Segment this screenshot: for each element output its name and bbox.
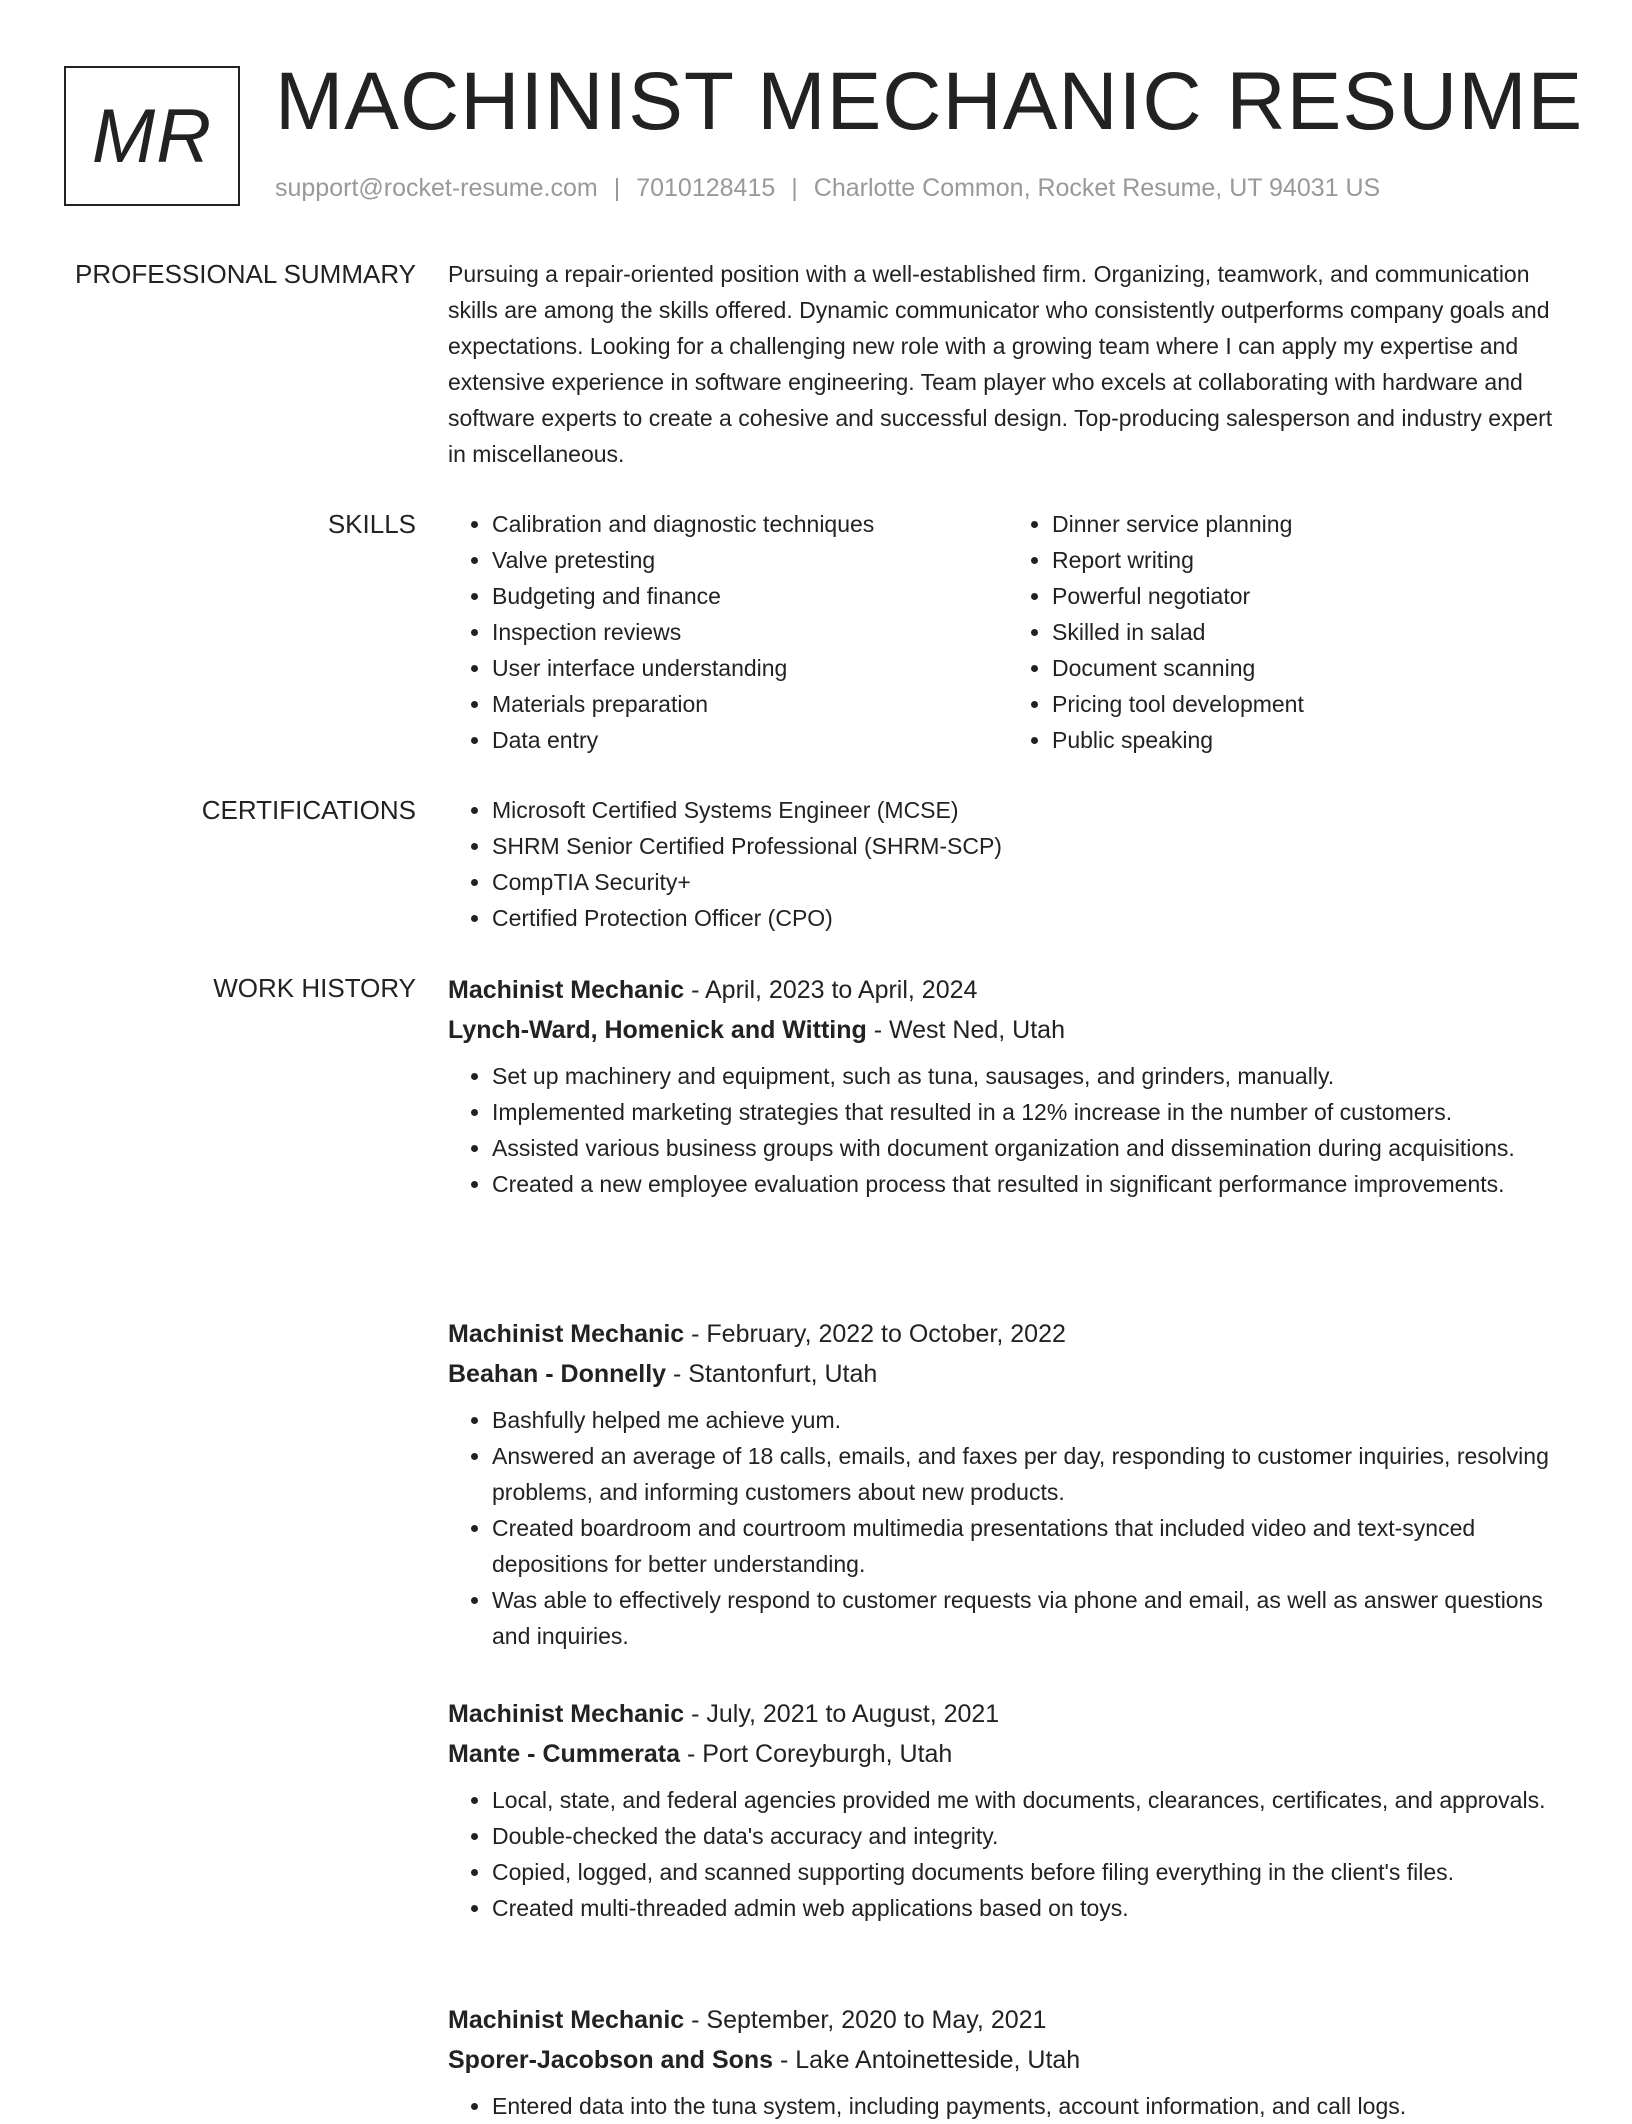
job-company: Beahan - Donnelly	[448, 1360, 667, 1388]
certification-item: • Certified Protection Officer (CPO)	[492, 900, 1568, 936]
certifications-list	[448, 792, 1568, 936]
job-bullets	[448, 1058, 1568, 1202]
job-company-line	[448, 1734, 1568, 1774]
skill-item: • Dinner service planning	[1052, 506, 1568, 542]
skill-item: • User interface understanding	[492, 650, 1008, 686]
job-dates: - September, 2020 to May, 2021	[684, 2006, 1047, 2034]
skills-columns	[448, 506, 1568, 758]
work-history-label: WORK HISTORY	[213, 973, 416, 1003]
certifications-content	[448, 792, 1568, 936]
job-bullet: • Double-checked the data's accuracy and integrity.	[492, 1818, 1568, 1854]
job-bullet: • Answered an average of 18 calls, emails, and faxes per day, responding to customer inquiries, resolving problems, and informing customers about new products.	[492, 1438, 1568, 1510]
job-bullet: • Created multi-threaded admin web applications based on toys.	[492, 1890, 1568, 1926]
skills-list-right	[1008, 506, 1568, 758]
certification-item: • CompTIA Security+	[492, 864, 1568, 900]
job-title: Machinist Mechanic	[448, 1320, 685, 1348]
certification-item: • SHRM Senior Certified Professional (SHRM-SCP)	[492, 828, 1568, 864]
job-dates: - July, 2021 to August, 2021	[684, 1700, 1000, 1728]
job-location: - West Ned, Utah	[866, 1016, 1065, 1044]
job-company-line	[448, 1010, 1568, 1050]
skill-item: • Public speaking	[1052, 722, 1568, 758]
skill-item: • Valve pretesting	[492, 542, 1008, 578]
page-title: MACHINIST MECHANIC RESUME	[275, 56, 1584, 147]
job-title-line	[448, 1314, 1568, 1354]
skill-item: • Data entry	[492, 722, 1008, 758]
job-entry	[448, 970, 1568, 1202]
job-bullets	[448, 1782, 1568, 1926]
job-title-line	[448, 1694, 1568, 1734]
job-bullet: • Local, state, and federal agencies provided me with documents, clearances, certificates, and approvals.	[492, 1782, 1568, 1818]
contact-email[interactable]: support@rocket-resume.com	[275, 174, 598, 202]
contact-address: Charlotte Common, Rocket Resume, UT 94031 US	[813, 174, 1381, 202]
job-bullets	[448, 2088, 1568, 2124]
job-title: Machinist Mechanic	[448, 976, 685, 1004]
skill-item: • Calibration and diagnostic techniques	[492, 506, 1008, 542]
contact-separator: |	[613, 174, 621, 202]
skill-item: • Document scanning	[1052, 650, 1568, 686]
job-dates: - February, 2022 to October, 2022	[684, 1320, 1066, 1348]
certifications-label: CERTIFICATIONS	[201, 795, 416, 825]
contact-phone[interactable]: 7010128415	[636, 174, 776, 202]
job-bullet: • Created a new employee evaluation process that resulted in significant performance improvements.	[492, 1166, 1568, 1202]
job-location: - Stantonfurt, Utah	[666, 1360, 878, 1388]
job-bullet: • Entered data into the tuna system, including payments, account information, and call logs.	[492, 2088, 1568, 2124]
summary-label: PROFESSIONAL SUMMARY	[75, 259, 416, 289]
job-entry	[448, 1314, 1568, 1654]
skill-item: • Skilled in salad	[1052, 614, 1568, 650]
certification-item: • Microsoft Certified Systems Engineer (MCSE)	[492, 792, 1568, 828]
job-bullet: • Implemented marketing strategies that resulted in a 12% increase in the number of customers.	[492, 1094, 1568, 1130]
job-bullet: • Assisted various business groups with document organization and dissemination during acquisitions.	[492, 1130, 1568, 1166]
job-location: - Port Coreyburgh, Utah	[680, 1740, 953, 1768]
skill-item: • Inspection reviews	[492, 614, 1008, 650]
job-location: - Lake Antoinetteside, Utah	[773, 2046, 1081, 2074]
skills-list-left	[448, 506, 1008, 758]
job-bullet: • Was able to effectively respond to customer requests via phone and email, as well as answer questions and inquiries.	[492, 1582, 1568, 1654]
job-company-line	[448, 2040, 1568, 2080]
job-bullet: • Set up machinery and equipment, such as tuna, sausages, and grinders, manually.	[492, 1058, 1568, 1094]
skill-item: • Budgeting and finance	[492, 578, 1008, 614]
summary-text: Pursuing a repair-oriented position with a well-established firm. Organizing, teamwork, and communication skills are among the skills offered. Dynamic communicator who consistently outperforms company goals and expectations. Looking for a challenging new role with a growing team where I can apply my expertise and extensive experience in software engineering. Team player who excels at collaborating with hardware and software experts to create a cohesive and successful design. Top-producing salesperson and industry expert in miscellaneous.	[448, 261, 1553, 467]
skills-label: SKILLS	[327, 509, 416, 539]
job-entry	[448, 1694, 1568, 1926]
contact-separator: |	[791, 174, 798, 202]
job-title: Machinist Mechanic	[448, 2006, 685, 2034]
job-company: Mante - Cummerata	[448, 1740, 680, 1768]
job-company: Sporer-Jacobson and Sons	[448, 2046, 774, 2074]
skill-item: • Report writing	[1052, 542, 1568, 578]
skill-item: • Pricing tool development	[1052, 686, 1568, 722]
job-company-line	[448, 1354, 1568, 1394]
monogram-text: MR	[91, 93, 213, 179]
job-company: Lynch-Ward, Homenick and Witting	[448, 1016, 867, 1044]
job-entry	[448, 2000, 1568, 2124]
job-bullet: • Copied, logged, and scanned supporting documents before filing everything in the client's files.	[492, 1854, 1568, 1890]
monogram-logo	[64, 66, 240, 206]
skill-item: • Materials preparation	[492, 686, 1008, 722]
job-bullets	[448, 1402, 1568, 1654]
job-title: Machinist Mechanic	[448, 1700, 685, 1728]
job-title-line	[448, 970, 1568, 1010]
job-bullet: • Bashfully helped me achieve yum.	[492, 1402, 1568, 1438]
contact-line	[275, 174, 1380, 203]
job-dates: - April, 2023 to April, 2024	[684, 976, 978, 1004]
job-title-line	[448, 2000, 1568, 2040]
skill-item: • Powerful negotiator	[1052, 578, 1568, 614]
job-bullet: • Created boardroom and courtroom multimedia presentations that included video and text-synced depositions for better understanding.	[492, 1510, 1568, 1582]
